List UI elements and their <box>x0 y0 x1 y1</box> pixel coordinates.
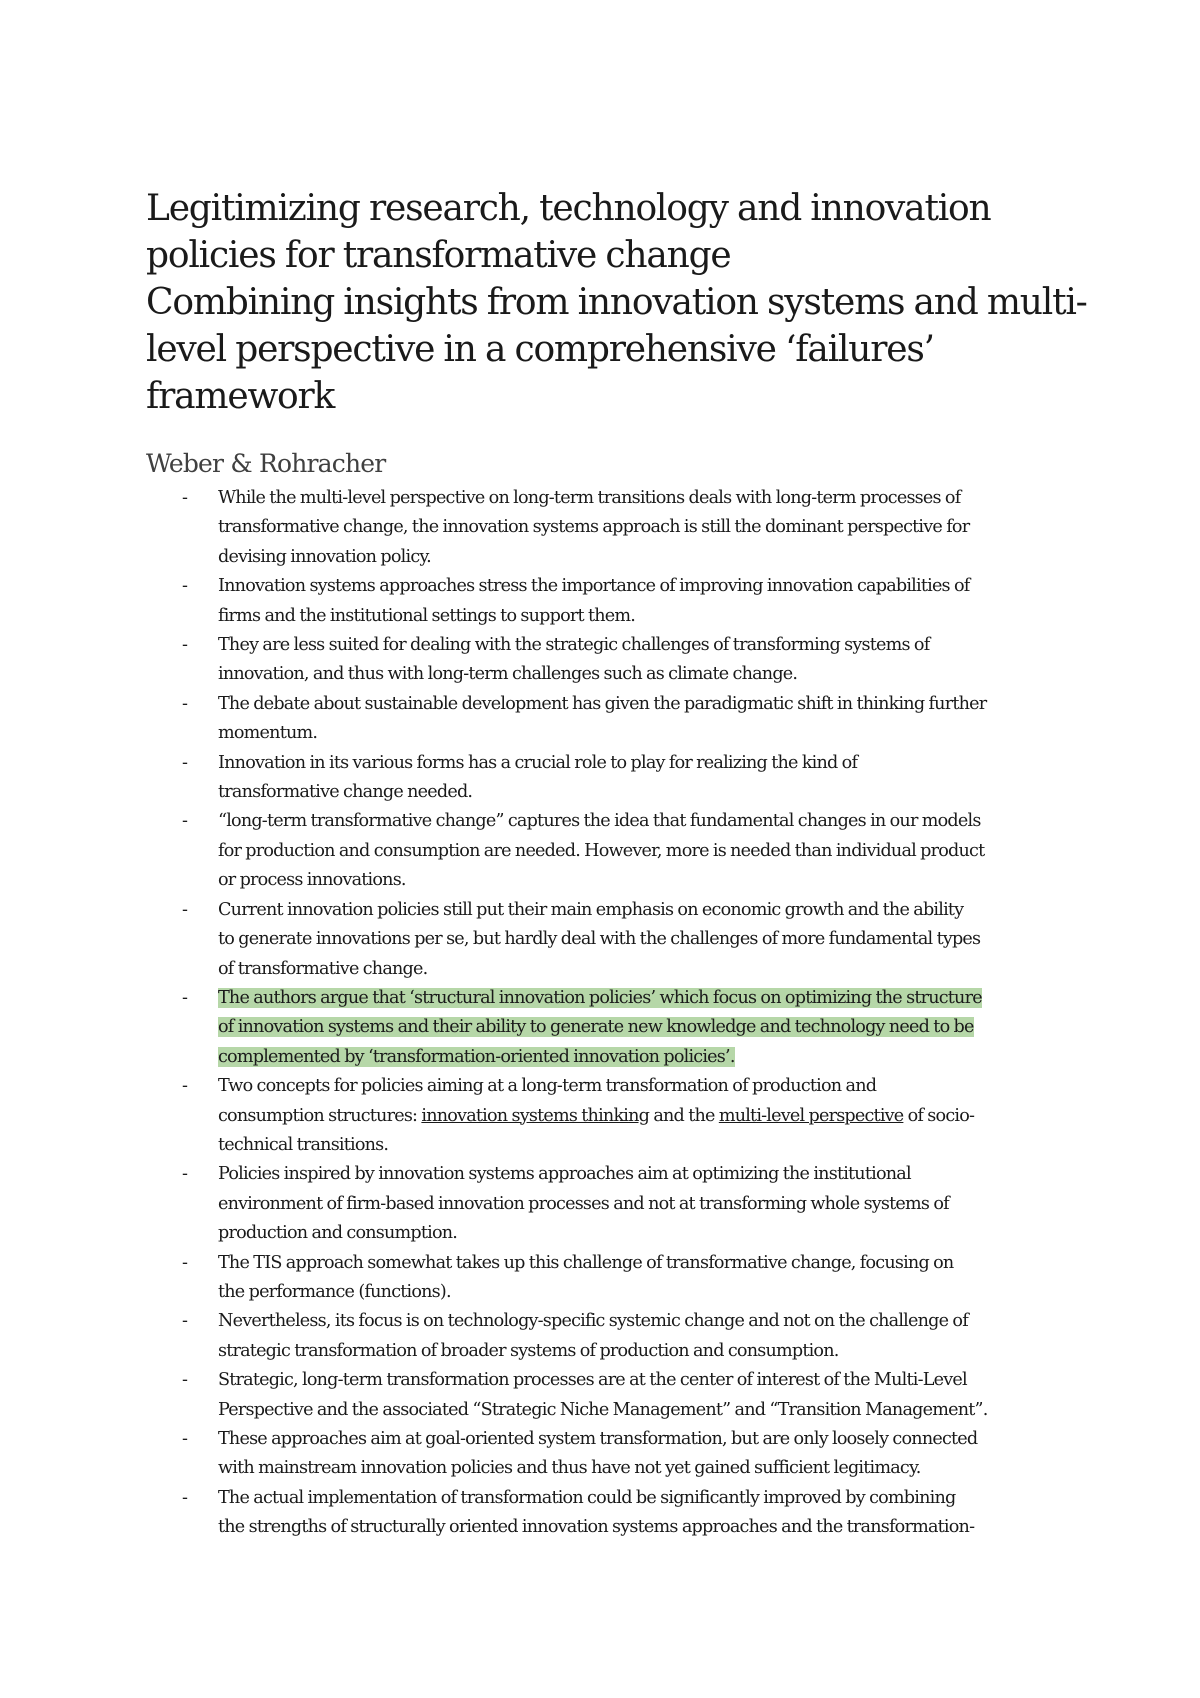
list-item-line <box>218 1396 1066 1425</box>
list-item-line <box>218 484 1066 513</box>
list-item-text: with mainstream innovation policies and thus have not yet gained sufficient legitimacy. <box>218 1458 921 1479</box>
list-item-text: Policies inspired by innovation systems approaches aim at optimizing the institutional <box>218 1164 911 1185</box>
list-item-line <box>218 690 1066 719</box>
list-item <box>146 749 1066 808</box>
subtitle-line: level perspective in a comprehensive ‘failures’ <box>146 329 934 370</box>
list-item-text: the strengths of structurally oriented innovation systems approaches and the transformation- <box>218 1517 975 1538</box>
text-fragment: consumption structures: <box>218 1105 422 1126</box>
underlined-concept: multi-level perspective <box>718 1105 904 1126</box>
list-item-text: Strategic, long-term transformation processes are at the center of interest of the Multi-Level <box>218 1370 967 1391</box>
list-item-line <box>218 602 1066 631</box>
list-item-line <box>218 572 1066 601</box>
list-item-line <box>218 1484 1066 1513</box>
bullet-dash: - <box>182 693 188 714</box>
document-title <box>146 185 1087 420</box>
list-item <box>146 1307 1066 1366</box>
list-item-line <box>218 749 1066 778</box>
authors-heading: Weber & Rohracher <box>146 449 386 478</box>
list-item-line <box>218 1249 1066 1278</box>
list-item-text: They are less suited for dealing with the strategic challenges of transforming systems of <box>218 635 930 656</box>
list-item-text: transformative change needed. <box>218 782 473 803</box>
list-item <box>146 1484 1066 1543</box>
title-line: Legitimizing research, technology and innovation <box>146 188 991 229</box>
bullet-dash: - <box>182 1370 188 1391</box>
list-item <box>146 1072 1066 1160</box>
list-item-line <box>218 660 1066 689</box>
bullet-dash: - <box>182 1487 188 1508</box>
list-item-line: technical transitions. <box>218 1134 389 1155</box>
list-item-line <box>218 1160 1066 1189</box>
bullet-dash: - <box>182 1311 188 1332</box>
list-item-line <box>218 837 1066 866</box>
list-item-text: transformative change, the innovation systems approach is still the dominant perspective for <box>218 517 970 538</box>
list-item <box>146 1160 1066 1248</box>
bullet-dash: - <box>182 1429 188 1449</box>
list-item-text: Nevertheless, its focus is on technology-specific systemic change and not on the challenge of <box>218 1311 968 1332</box>
list-item-text: momentum. <box>218 723 318 744</box>
list-item-line <box>218 1219 1066 1248</box>
list-item-text: firms and the institutional settings to support them. <box>218 605 636 626</box>
bullet-dash: - <box>182 488 188 508</box>
list-item-text: devising innovation policy. <box>218 546 431 567</box>
list-item-line <box>218 1366 1066 1395</box>
text-fragment: of socio- <box>903 1105 975 1126</box>
bullet-dash: - <box>182 1164 188 1185</box>
bullet-dash: - <box>182 1252 188 1273</box>
bullet-dash: - <box>182 635 188 656</box>
underlined-concept: innovation systems thinking <box>421 1105 650 1126</box>
list-item <box>146 484 1066 572</box>
list-item-line <box>218 984 1066 1013</box>
list-item-line <box>218 1190 1066 1219</box>
list-item-text: of transformative change. <box>218 958 428 979</box>
list-item-text: strategic transformation of broader systems of production and consumption. <box>218 1340 839 1361</box>
list-item-text: The debate about sustainable development has given the paradigmatic shift in thinking further <box>218 693 987 714</box>
list-item-text: to generate innovations per se, but hardly deal with the challenges of more fundamental types <box>218 929 981 950</box>
list-item-line <box>218 1043 1066 1072</box>
list-item-text: “long-term transformative change” captures the idea that fundamental changes in our models <box>218 811 981 832</box>
list-item-text: The actual implementation of transformation could be significantly improved by combining <box>218 1487 956 1508</box>
list-item-text: for production and consumption are needed. However, more is needed than individual product <box>218 840 985 861</box>
list-item-line <box>218 1454 1066 1483</box>
list-item-line <box>218 866 1066 895</box>
highlighted-text: complemented by ‘transformation-oriented innovation policies’. <box>218 1046 735 1067</box>
bullet-dash: - <box>182 752 188 773</box>
list-item-line <box>218 1513 1066 1542</box>
list-item-line <box>218 513 1066 542</box>
list-item-line <box>218 807 1066 836</box>
list-item-line <box>218 1307 1066 1336</box>
document-page <box>146 185 1087 1543</box>
list-item-line <box>218 778 1066 807</box>
bullet-dash: - <box>182 899 188 920</box>
list-item-line <box>218 1013 1066 1042</box>
list-item-text: production and consumption. <box>218 1223 458 1244</box>
subtitle-line: Combining insights from innovation systems and multi- <box>146 282 1087 323</box>
list-item <box>146 690 1066 749</box>
list-item-line <box>218 896 1066 925</box>
list-item-text: These approaches aim at goal-oriented system transformation, but are only loosely connected <box>218 1429 978 1449</box>
list-item-text: Current innovation policies still put their main emphasis on economic growth and the ability <box>218 899 964 920</box>
list-item <box>146 631 1066 690</box>
list-item-line <box>218 719 1066 748</box>
list-item <box>146 896 1066 984</box>
list-item-text: Innovation systems approaches stress the importance of improving innovation capabilities of <box>218 576 970 597</box>
list-item-line <box>218 955 1066 984</box>
bullet-dash: - <box>182 576 188 597</box>
list-item-line: Two concepts for policies aiming at a long-term transformation of production and <box>218 1076 877 1097</box>
list-item-text: the performance (functions). <box>218 1281 451 1302</box>
list-item <box>146 1425 1066 1484</box>
bullet-dash: - <box>182 811 188 832</box>
highlighted-list-item <box>146 984 1066 1072</box>
list-item-text: Perspective and the associated “Strategic Niche Management” and “Transition Management”. <box>218 1399 988 1420</box>
highlighted-text: of innovation systems and their ability to generate new knowledge and technology need to be <box>218 1017 974 1038</box>
subtitle-line: framework <box>146 376 335 417</box>
text-fragment: and the <box>649 1105 719 1126</box>
list-item-text: The TIS approach somewhat takes up this challenge of transformative change, focusing on <box>218 1252 954 1273</box>
list-item-text: environment of firm-based innovation processes and not at transforming whole systems of <box>218 1193 949 1214</box>
list-item-line <box>218 1425 1066 1454</box>
list-item-line <box>218 543 1066 572</box>
list-item-line <box>218 925 1066 954</box>
list-item-line <box>218 631 1066 660</box>
list-item-line <box>218 1278 1066 1307</box>
list-item-text: innovation, and thus with long-term challenges such as climate change. <box>218 664 798 685</box>
list-item-line <box>218 1337 1066 1366</box>
list-item-line <box>218 1102 1066 1131</box>
list-item-text: Innovation in its various forms has a crucial role to play for realizing the kind of <box>218 752 858 773</box>
bullet-dash: - <box>182 1076 188 1097</box>
list-item-text: or process innovations. <box>218 870 406 891</box>
title-line: policies for transformative change <box>146 235 731 276</box>
bullet-dash: - <box>182 987 188 1008</box>
list-item-text: While the multi-level perspective on long-term transitions deals with long-term processes of <box>218 488 961 508</box>
notes-list <box>146 484 1066 1543</box>
highlighted-text: The authors argue that ‘structural innovation policies’ which focus on optimizing the structure <box>218 987 982 1008</box>
list-item <box>146 807 1066 895</box>
list-item <box>146 1249 1066 1308</box>
list-item <box>146 1366 1066 1425</box>
list-item <box>146 572 1066 631</box>
